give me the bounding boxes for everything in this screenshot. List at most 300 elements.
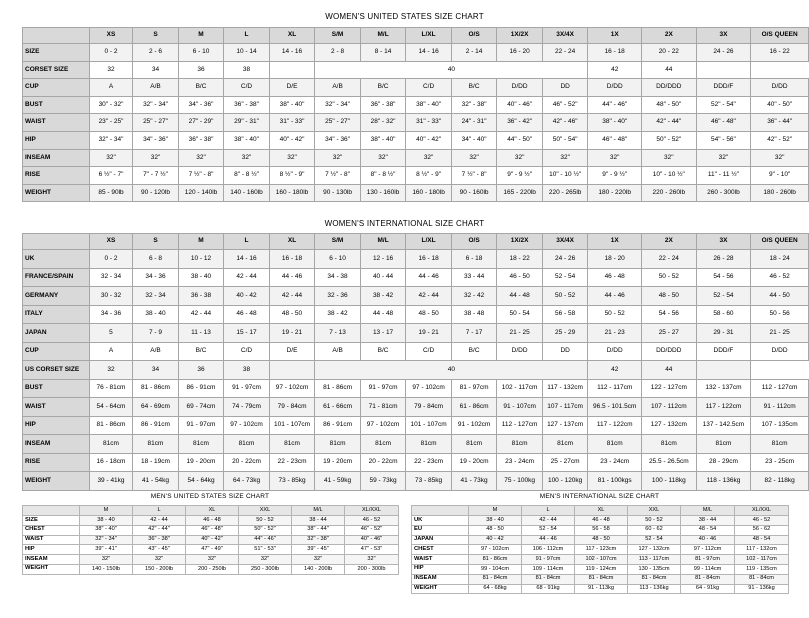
table-cell: 27" - 29" (178, 114, 224, 132)
table-cell: 200 - 250lb (186, 564, 239, 574)
row-label: FRANCE/SPAIN (23, 268, 90, 287)
table-cell: 48 - 50 (642, 287, 697, 306)
table-cell: 81 - 97cm (451, 379, 497, 398)
womens-us-size-table (22, 27, 809, 202)
table-cell (269, 361, 315, 380)
table-cell: 90 - 130lb (315, 184, 361, 202)
table-cell: 34 (133, 61, 179, 79)
column-header: XS (89, 28, 132, 44)
table-row (412, 535, 789, 545)
row-label: GERMANY (23, 287, 90, 306)
table-cell: 40 (315, 361, 588, 380)
row-label: EU (412, 525, 469, 535)
table-cell: 38 - 44 (292, 516, 345, 526)
table-cell: 23 - 25cm (751, 453, 809, 472)
table-cell: 81 - 84cm (575, 574, 628, 584)
table-cell: 38" - 40" (269, 96, 315, 114)
table-row (412, 574, 789, 584)
table-cell: 25" - 27" (315, 114, 361, 132)
table-cell: 42 - 44 (269, 287, 315, 306)
table-cell: 10" - 10 ½" (642, 167, 697, 185)
column-header: L (224, 28, 270, 44)
table-cell: 117 - 132cm (542, 379, 588, 398)
table-cell: 38" - 40" (588, 114, 642, 132)
table-cell: 15 - 17 (224, 324, 270, 343)
column-header: 1X/2X (497, 28, 543, 44)
table-cell: 79 - 84cm (406, 398, 452, 417)
table-cell: 44 - 46 (269, 268, 315, 287)
table-row (23, 305, 809, 324)
column-header: 3X (696, 28, 751, 44)
table-cell: 81cm (89, 435, 132, 454)
table-cell: 113 - 117cm (628, 555, 681, 565)
table-cell: 140 - 160lb (224, 184, 270, 202)
table-cell: 36 (178, 61, 224, 79)
table-cell: 81 - 86cm (469, 555, 522, 565)
table-cell: 18 - 19cm (133, 453, 179, 472)
table-cell: 101 - 107cm (406, 416, 452, 435)
table-cell: 150 - 200lb (133, 564, 186, 574)
table-cell: 91 - 112cm (751, 398, 809, 417)
table-cell: 0 - 2 (89, 250, 132, 269)
table-cell: 14 - 16 (406, 44, 452, 62)
table-cell: 79 - 84cm (269, 398, 315, 417)
table-cell: 32" (239, 555, 292, 565)
table-cell: 50" - 52" (239, 525, 292, 535)
column-header: M (178, 234, 224, 250)
table-cell: 44 (642, 361, 697, 380)
table-cell: 38 - 40 (80, 516, 133, 526)
table-cell: 16 - 18 (588, 44, 642, 62)
table-row (412, 584, 789, 594)
table-cell: 18 - 24 (751, 250, 809, 269)
table-cell: 6 - 8 (133, 250, 179, 269)
table-cell: 10 - 12 (178, 250, 224, 269)
table-cell: D/DD (497, 79, 543, 97)
table-cell: 41 - 73kg (451, 472, 497, 491)
table-cell: 112 - 127cm (751, 379, 809, 398)
table-cell: 97 - 102cm (406, 379, 452, 398)
table-cell: 8 ½" - 9" (269, 167, 315, 185)
table-row (23, 535, 399, 545)
row-label: CUP (23, 79, 90, 97)
table-cell: 34 - 36 (133, 268, 179, 287)
table-cell: 25.5 - 26.5cm (642, 453, 697, 472)
table-cell: 24 - 26 (542, 250, 588, 269)
table-cell: 9" - 9 ½" (588, 167, 642, 185)
table-row (23, 79, 809, 97)
table-cell: 40" - 42" (406, 131, 452, 149)
table-cell: D/DD (751, 79, 809, 97)
table-cell (269, 61, 315, 79)
table-cell: 32 - 34 (133, 287, 179, 306)
table-cell: 40" - 46" (345, 535, 399, 545)
womens-international-chart-title: WOMEN'S INTERNATIONAL SIZE CHART (324, 219, 485, 228)
table-cell: A (89, 342, 132, 361)
column-header: XL (186, 506, 239, 516)
table-cell: 81cm (133, 435, 179, 454)
table-cell: 32" (186, 555, 239, 565)
table-cell: 81 - 84cm (469, 574, 522, 584)
column-header: M/L (681, 506, 735, 516)
table-cell: DD/DDD (642, 342, 697, 361)
table-cell: 44 - 46 (588, 287, 642, 306)
table-cell: 32" (360, 149, 406, 167)
table-cell: 81 - 84cm (628, 574, 681, 584)
table-cell: 140 - 200lb (292, 564, 345, 574)
table-cell: 41 - 54kg (133, 472, 179, 491)
table-cell: 74 - 79cm (224, 398, 270, 417)
table-cell: 64 - 73kg (224, 472, 270, 491)
table-cell: 81cm (406, 435, 452, 454)
table-cell: 48 - 50 (469, 525, 522, 535)
table-row (23, 96, 809, 114)
table-cell: 97 - 102cm (224, 416, 270, 435)
table-cell: 9" - 9 ½" (497, 167, 543, 185)
table-cell: 40 - 42 (224, 287, 270, 306)
table-cell: 12 - 16 (360, 250, 406, 269)
column-header: XL (269, 28, 315, 44)
table-cell: 119 - 124cm (575, 564, 628, 574)
table-cell: 32" - 38" (292, 535, 345, 545)
table-cell: 48" - 50" (642, 96, 697, 114)
table-cell: 91 - 113kg (575, 584, 628, 594)
table-row (23, 44, 809, 62)
table-cell: 99 - 114cm (681, 564, 735, 574)
table-cell: 32" (224, 149, 270, 167)
table-cell: 81 - 84cm (735, 574, 789, 584)
table-cell: 102 - 117cm (735, 555, 789, 565)
table-cell: 46 - 48 (588, 268, 642, 287)
table-cell: 122 - 127cm (642, 379, 697, 398)
table-cell: 81cm (451, 435, 497, 454)
table-cell: 38 - 42 (360, 287, 406, 306)
table-cell: 46" - 52" (542, 96, 588, 114)
table-cell: 91 - 102cm (451, 416, 497, 435)
table-row (23, 361, 809, 380)
table-row (23, 167, 809, 185)
row-label: INSEAM (412, 574, 469, 584)
table-cell: 38 (224, 361, 270, 380)
column-header: XL (575, 506, 628, 516)
table-cell: 127 - 137cm (542, 416, 588, 435)
column-header: XXL (239, 506, 292, 516)
table-cell: B/C (451, 342, 497, 361)
table-cell: 32" (497, 149, 543, 167)
row-label: INSEAM (23, 435, 90, 454)
column-header (412, 506, 469, 516)
table-cell: 48 - 54 (681, 525, 735, 535)
table-cell: 52 - 54 (522, 525, 575, 535)
table-cell: B/C (178, 342, 224, 361)
table-cell: 32" (696, 149, 751, 167)
table-cell: 42 - 44 (224, 268, 270, 287)
table-cell: 50 - 52 (588, 305, 642, 324)
table-cell: 68 - 91kg (522, 584, 575, 594)
table-cell: 38" - 40" (80, 525, 133, 535)
table-cell: 46 - 50 (497, 268, 543, 287)
table-cell: 22 - 24 (542, 44, 588, 62)
row-label: SIZE (23, 44, 90, 62)
table-cell: 102 - 107cm (575, 555, 628, 565)
table-cell: B/C (178, 79, 224, 97)
table-row (412, 525, 789, 535)
column-header: 2X (642, 234, 697, 250)
table-cell: D/E (269, 342, 315, 361)
table-cell: 38 - 44 (681, 516, 735, 526)
table-cell: 52 - 54 (542, 268, 588, 287)
table-cell: 81cm (696, 435, 751, 454)
table-cell: 91 - 97cm (178, 416, 224, 435)
table-cell: 52 - 54 (696, 287, 751, 306)
column-header: L (133, 506, 186, 516)
table-cell: 7 ½" - 8" (178, 167, 224, 185)
table-cell: 38 - 40 (178, 268, 224, 287)
table-cell: 100 - 120kg (542, 472, 588, 491)
table-cell: DD (542, 342, 588, 361)
table-cell: 44" - 46" (588, 96, 642, 114)
table-cell: 34" - 36" (133, 131, 179, 149)
row-label: CUP (23, 342, 90, 361)
column-header: S (133, 28, 179, 44)
table-cell: 24 - 26 (696, 44, 751, 62)
table-cell: 7 - 13 (315, 324, 361, 343)
table-cell: 39" - 41" (80, 545, 133, 555)
table-cell: 56 - 58 (575, 525, 628, 535)
table-cell: 20 - 22cm (360, 453, 406, 472)
row-label: BUST (23, 379, 90, 398)
column-header: 2X (642, 28, 697, 44)
row-label: WEIGHT (412, 584, 469, 594)
table-cell: 106 - 112cm (522, 545, 575, 555)
table-cell: 10" - 10 ½" (542, 167, 588, 185)
table-cell: 36" - 38" (224, 96, 270, 114)
table-cell: 165 - 220lb (497, 184, 543, 202)
table-cell: 85 - 90lb (89, 184, 132, 202)
table-cell: 81cm (178, 435, 224, 454)
table-cell: 81cm (269, 435, 315, 454)
column-header: XS (89, 234, 132, 250)
table-cell: A/B (315, 79, 361, 97)
table-cell: 61 - 86cm (451, 398, 497, 417)
table-cell: 32 - 36 (315, 287, 361, 306)
table-cell: D/E (269, 79, 315, 97)
table-cell: 32" (292, 555, 345, 565)
mens-us-chart-title: MEN'S UNITED STATES SIZE CHART (150, 493, 270, 500)
table-cell: 97 - 102cm (269, 379, 315, 398)
table-cell: 99 - 104cm (469, 564, 522, 574)
table-cell: 200 - 300lb (345, 564, 399, 574)
table-cell: 16 - 18 (406, 250, 452, 269)
row-label: WAIST (23, 398, 90, 417)
column-header: S (133, 234, 179, 250)
table-cell: 42" - 52" (751, 131, 809, 149)
table-cell: 30" - 32" (89, 96, 132, 114)
table-cell: 44" - 50" (497, 131, 543, 149)
table-cell: 81cm (360, 435, 406, 454)
row-label: WAIST (23, 114, 90, 132)
row-label: HIP (23, 545, 80, 555)
table-cell: 36 - 38 (178, 287, 224, 306)
table-cell: C/D (406, 342, 452, 361)
table-cell: 127 - 132cm (642, 416, 697, 435)
table-cell: 36" - 38" (133, 535, 186, 545)
table-cell: 32" - 34" (315, 96, 361, 114)
table-cell: 16 - 18 (269, 250, 315, 269)
table-cell: 48 - 50 (575, 535, 628, 545)
table-cell: 32" (642, 149, 697, 167)
table-cell: 46" - 48" (696, 114, 751, 132)
table-cell: 13 - 17 (360, 324, 406, 343)
table-cell: 20 - 22cm (224, 453, 270, 472)
table-cell: 119 - 135cm (735, 564, 789, 574)
column-header: L (522, 506, 575, 516)
table-row (23, 250, 809, 269)
table-cell: 113 - 136kg (628, 584, 681, 594)
table-cell: 132 - 137cm (696, 379, 751, 398)
column-header: 1X/2X (497, 234, 543, 250)
table-cell: 91 - 97cm (522, 555, 575, 565)
table-cell: 44 - 48 (497, 287, 543, 306)
table-cell: 32 (89, 61, 132, 79)
table-cell: 34" - 36" (315, 131, 361, 149)
table-cell: 46 - 48 (224, 305, 270, 324)
table-cell: 59 - 73kg (360, 472, 406, 491)
table-cell: A/B (133, 342, 179, 361)
table-cell: 44 - 48 (360, 305, 406, 324)
table-cell: 32" - 34" (89, 131, 132, 149)
table-cell: 107 - 135cm (751, 416, 809, 435)
table-cell: 32" - 34" (133, 96, 179, 114)
table-cell: 42 - 44 (522, 516, 575, 526)
table-cell: 19 - 21 (406, 324, 452, 343)
table-cell: 46" - 48" (588, 131, 642, 149)
table-row (23, 287, 809, 306)
table-row (23, 342, 809, 361)
column-header: M (80, 506, 133, 516)
table-cell: 42 - 44 (133, 516, 186, 526)
table-cell: 44 - 46 (522, 535, 575, 545)
table-cell: 41 - 59kg (315, 472, 361, 491)
table-cell: 32" (751, 149, 809, 167)
table-cell: 180 - 260lb (751, 184, 809, 202)
table-cell: 32" (542, 149, 588, 167)
table-cell: 160 - 180lb (269, 184, 315, 202)
table-cell: 42" - 44" (642, 114, 697, 132)
column-header: O/S QUEEN (751, 28, 809, 44)
table-cell: 19 - 20cm (315, 453, 361, 472)
table-cell: 220 - 265lb (542, 184, 588, 202)
table-cell: 40 - 46 (681, 535, 735, 545)
table-cell: 117 - 122cm (588, 416, 642, 435)
table-cell: 81cm (642, 435, 697, 454)
row-label: JAPAN (23, 324, 90, 343)
table-cell: 112 - 127cm (497, 416, 543, 435)
table-cell: 28" - 32" (360, 114, 406, 132)
table-cell: 48 - 50 (406, 305, 452, 324)
table-cell: 28 - 29cm (696, 453, 751, 472)
table-cell: 40 - 44 (360, 268, 406, 287)
table-cell: 20 - 22 (642, 44, 697, 62)
column-header: M (178, 28, 224, 44)
table-cell: 137 - 142.5cm (696, 416, 751, 435)
row-label: US CORSET SIZE (23, 361, 90, 380)
table-cell: 52 - 54 (628, 535, 681, 545)
table-cell: 39 - 41kg (89, 472, 132, 491)
table-cell: 81cm (497, 435, 543, 454)
column-header: O/S QUEEN (751, 234, 809, 250)
table-cell: 250 - 300lb (239, 564, 292, 574)
row-label: CHEST (23, 525, 80, 535)
table-cell: 31" - 33" (269, 114, 315, 132)
table-cell: 11 - 13 (178, 324, 224, 343)
row-label: ITALY (23, 305, 90, 324)
table-cell: 112 - 117cm (588, 379, 642, 398)
table-cell: 32 (89, 361, 132, 380)
table-cell: 81cm (588, 435, 642, 454)
table-cell: 32" - 34" (80, 535, 133, 545)
table-cell: 32" (269, 149, 315, 167)
table-cell: 31" - 33" (406, 114, 452, 132)
table-cell: DD (542, 79, 588, 97)
table-cell: 36" - 42" (497, 114, 543, 132)
table-cell: 32" (588, 149, 642, 167)
table-cell: 38 - 42 (315, 305, 361, 324)
table-cell: 26 - 28 (696, 250, 751, 269)
row-label: HIP (23, 131, 90, 149)
table-cell: 8 ½" - 9" (406, 167, 452, 185)
table-row (23, 453, 809, 472)
table-row (23, 435, 809, 454)
table-cell: 52" - 54" (696, 96, 751, 114)
table-cell: C/D (224, 342, 270, 361)
table-cell: 48 - 54 (735, 535, 789, 545)
table-cell: 44 (642, 61, 697, 79)
table-cell: 0 - 2 (89, 44, 132, 62)
table-cell (696, 361, 751, 380)
column-header: M (469, 506, 522, 516)
table-row (23, 516, 399, 526)
table-cell: B/C (360, 79, 406, 97)
table-cell: 6 - 18 (451, 250, 497, 269)
table-cell: 19 - 20cm (451, 453, 497, 472)
table-cell: 86 - 91cm (133, 416, 179, 435)
table-cell: 102 - 117cm (497, 379, 543, 398)
table-cell: 18 - 22 (497, 250, 543, 269)
header-row (23, 506, 399, 516)
table-cell: 220 - 260lb (642, 184, 697, 202)
table-cell: 81 - 84cm (681, 574, 735, 584)
table-cell: 42" - 46" (542, 114, 588, 132)
table-cell: 9" - 10" (751, 167, 809, 185)
table-cell: 2 - 14 (451, 44, 497, 62)
column-header: XL/XXL (345, 506, 399, 516)
table-cell: 86 - 91cm (178, 379, 224, 398)
table-cell: 32" (451, 149, 497, 167)
table-cell: 34 - 36 (89, 305, 132, 324)
table-cell: 44" - 46" (239, 535, 292, 545)
row-label: WEIGHT (23, 564, 80, 574)
table-cell: 40 - 42 (469, 535, 522, 545)
column-header: L (224, 234, 270, 250)
column-header: O/S (451, 234, 497, 250)
table-cell: 25" - 27" (133, 114, 179, 132)
column-header: XL (269, 234, 315, 250)
table-cell: 64 - 69cm (133, 398, 179, 417)
table-cell: 32" (315, 149, 361, 167)
table-cell: 47" - 49" (186, 545, 239, 555)
table-cell: 97 - 102cm (360, 416, 406, 435)
